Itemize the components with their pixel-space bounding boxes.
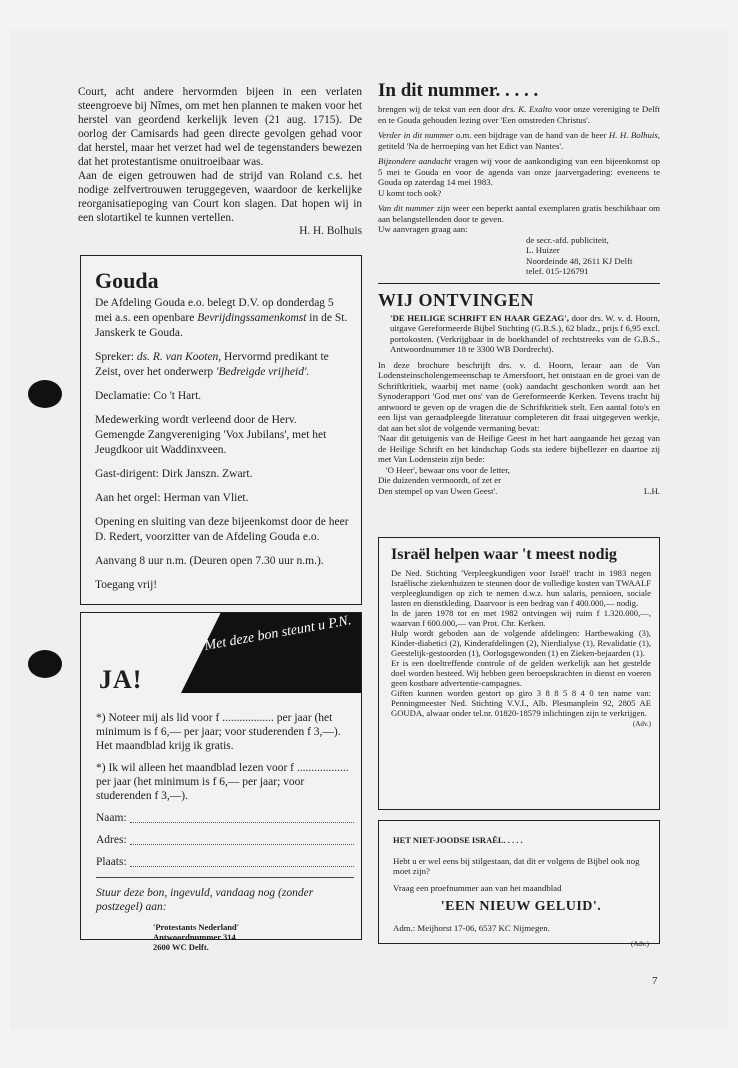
nummer-p1: brengen wij de tekst van een door drs. K. Exalto voor onze vereniging te Delft en te Gouda gehouden lezing over 'Een omstreden Christus'. [378, 104, 660, 125]
coupon-banner-text: Met deze bon steunt u P.N. [203, 613, 353, 654]
plaats-field[interactable]: Plaats: [96, 855, 354, 869]
secretary-line-3: Noordeinde 48, 2611 KJ Delft [526, 255, 633, 266]
punch-hole [28, 380, 62, 408]
coupon-divider [96, 877, 354, 878]
niet-p1: Hebt u er wel eens bij stilgestaan, dat dit er volgens de Bijbel ook nog moet zijn? [393, 855, 640, 876]
punch-hole [28, 650, 62, 678]
niet-title: HET NIET-JOODSE ISRAËL. . . . . [393, 835, 523, 845]
niet-adv-label: (Adv.) [630, 939, 649, 948]
israel-advertisement [378, 537, 660, 810]
gouda-announcement [80, 255, 362, 605]
intro-text-1: Court, acht andere hervormden bijeen in een verlaten steengroeve bij Nîmes, om met hen plannen te maken voor het herstel van geordend kerkelijk leven (21 aug. 1715). De oorlog der Camisards had geen directe gevolgen gehad voor dat herstel, maar het verzet had wel de tegenstanders bewezen dat het protestantisme onuitroeibaar was. [78, 86, 362, 168]
naam-field[interactable]: Naam: [96, 811, 354, 825]
israel-title: Israël helpen waar 't meest nodig [391, 546, 617, 563]
nummer-p2: Verder in dit nummer o.m. een bijdrage van de hand van de heer H. H. Bolhuis, getiteld 'Na de herroeping van het Edict van Nantes'. [378, 130, 660, 151]
adres-field[interactable]: Adres: [96, 833, 354, 847]
gouda-medewerking: Medewerking wordt verleend door de Herv. Gemengde Zangvereniging 'Vox Jubilans', met het Jeugdkoor uit Waddinxveen. [95, 414, 327, 456]
israel-p4: Er is een doeltreffende controle of de gelden werkelijk aan het gestelde doel worden besteed. Wij hebben geen beroepskrachten in dienst en voeren geen kostbare advertentie-campagnes. [391, 658, 651, 688]
wij-quote: 'Naar dit getuigenis van de Heilige Geest in het hart aangaande het gezag van de Heilige Schrift en het kindschap Gods sta iedere bijbellezer en daartoe zij met Van Lodenstein zijn bede: [378, 433, 660, 464]
gouda-speaker: Spreker: ds. R. van Kooten, Hervormd predikant te Zeist, over het onderwerp 'Bedreigde vrijheid'. [95, 351, 329, 378]
coupon-option-magazine[interactable]: *) Ik wil alleen het maandblad lezen voor f .................. per jaar (het minimum is f 6,— per jaar; voor studerenden f 3,—). [96, 762, 349, 802]
israel-p1: De Ned. Stichting 'Verpleegkundigen voor Israël' tracht in 1983 negen Israëlische ziekenhuizen te steunen door de volledige kosten van TWAALF verpleegkundigen op zich te nemen d.w.z. hun salaris, pensioen, sociale lasten en dienstkleding. Daarvoor is een bedrag van f 400.000,— nodig. [391, 568, 651, 608]
gouda-aanvang: Aanvang 8 uur n.m. (Deuren open 7.30 uur n.m.). [95, 555, 324, 567]
niet-magazine-title: 'EEN NIEUW GELUID'. [440, 899, 602, 914]
coupon-address-3: 2600 WC Delft. [153, 942, 209, 952]
nummer-p4-request: Uw aanvragen graag aan: [378, 224, 468, 234]
intro-article [78, 85, 362, 237]
wij-verse-3: Den stempel op van Uwen Geest'. L.H. [378, 485, 660, 496]
secretary-line-4: telef. 015-126791 [526, 266, 589, 276]
israel-p2: In de jaren 1978 tot en met 1982 ontvingen wij ruim f 1.320.000,—, waarvan f 600.000,— van Prot. Chr. Kerken. [391, 608, 651, 628]
gouda-toegang: Toegang vrij! [95, 579, 158, 591]
wij-book: 'DE HEILIGE SCHRIFT EN HAAR GEZAG', door drs. W. v. d. Hoorn, uitgave Gereformeerde Bijbel Stichting (G.B.S.), 62 bladz., prijs f 6,95 excl. portokosten. (Verkrijgbaar in de boekhandel of rechtstreeks van de G.B.S., Antwoordnummer 18 te 3300 WB Dordrecht). [390, 312, 660, 354]
coupon-instructions: Stuur deze bon, ingevuld, vandaag nog (zonder postzegel) aan: [96, 887, 314, 913]
coupon-title: JA! [99, 665, 143, 694]
gouda-declamatie: Declamatie: Co 't Hart. [95, 390, 202, 402]
wij-initials: L.H. [643, 485, 660, 496]
coupon-option-member[interactable]: *) Noteer mij als lid voor f .................. per jaar (het minimum is f 6,— per jaar; voor studerenden f 3,—). Het maandblad krijg ik gratis. [96, 712, 341, 752]
niet-p2: Vraag een proefnummer aan van het maandblad [393, 882, 562, 893]
wij-verse-2: Die duizenden vermoordt, of zet er [378, 475, 502, 485]
secretary-line-2: L. Huizer [526, 245, 560, 255]
intro-signature: H. H. Bolhuis [299, 225, 362, 237]
nummer-p3-question: U komt toch ook? [378, 187, 442, 198]
nummer-p3: Bijzondere aandacht vragen wij voor de aankondiging van een bijeenkomst op 5 mei te Gouda en voor de agenda van onze jaarvergadering: eveneens te Gouda op zaterdag 14 mei 1983. [378, 156, 660, 187]
ja-coupon [80, 612, 362, 952]
israel-adv-label: (Adv.) [632, 720, 651, 728]
coupon-address-1: 'Protestants Nederland' [153, 922, 240, 932]
gouda-opening: Opening en sluiting van deze bijeenkomst door de heer D. Redert, voorzitter van de Afdeling Gouda e.o. [95, 516, 349, 543]
israel-p3: Hulp wordt geboden aan de volgende afdelingen: Hartbewaking (3), Kinder-diabetici (2), Kinderafdelingen (2), Nierdialyse (1), Revalidatie (1), Geestelijk-gestoorden (1), Oorlogsgewonden (1) en Zieken-bejaarden (1). [391, 628, 651, 658]
niet-joodse-advertisement [378, 820, 660, 948]
nummer-p4: Van dit nummer zijn weer een beperkt aantal exemplaren gratis beschikbaar om aan belangstellenden door te geven. [378, 203, 661, 224]
israel-p5: Giften kunnen worden gestort op giro 3 8 8 5 8 4 0 ten name van: Penningmeester Ned. Stichting V.V.I., Alb. Plesmanplein 92, 2805 AE GOUDA, alwaar onder tel.nr. 01820-18579 inlichtingen zijn te verkrijgen. [391, 688, 651, 718]
niet-adm: Adm.: Meijhorst 17-06, 6537 KC Nijmegen. [393, 923, 550, 933]
intro-text-2: Aan de eigen getrouwen had de strijd van Roland c.s. het nodige zelfvertrouwen teruggegeven, waardoor de kerkelijke reorganisatiepoging van Court kon slagen. Dat hopen wij in een slotartikel te kunnen vertellen. [78, 170, 362, 224]
nummer-title: In dit nummer. . . . . [378, 80, 539, 101]
gouda-dirigent: Gast-dirigent: Dirk Janszn. Zwart. [95, 468, 253, 480]
wij-body: In deze brochure beschrijft drs. v. d. Hoorn, leraar aan de Van Lodensteinscholengemeenschap te Amersfoort, het ontstaan en de groei van de Schriftkritiek, waarbij met name (ook) aandacht geschonken wordt aan het Synoderapport 'God met ons' van de Gereformeerde Kerken. Tevens tracht hij antwoord te geven op de vragen die de Schriftkritiek stelt. Een aantal foto's en een lijst van geraadpleegde literatuur completeren dit fraai uitgegeven werkje, dat aan het slot de volgende vermaning bevat: [378, 359, 660, 433]
secretary-line-1: de secr.-afd. publiciteit, [526, 234, 609, 245]
wij-verse-1: 'O Heer', bewaar ons voor de letter, [386, 464, 510, 475]
wij-title: WIJ ONTVINGEN [378, 289, 535, 310]
section-divider [378, 283, 660, 284]
gouda-orgel: Aan het orgel: Herman van Vliet. [95, 492, 249, 504]
coupon-address-2: Antwoordnummer 314 [153, 932, 236, 942]
gouda-p1: De Afdeling Gouda e.o. belegt D.V. op donderdag 5 mei a.s. een openbare Bevrijdingssamenkomst in de St. Janskerk te Gouda. [95, 297, 348, 339]
page-number: 7 [652, 975, 658, 987]
right-column [378, 80, 660, 496]
gouda-title: Gouda [95, 268, 159, 293]
